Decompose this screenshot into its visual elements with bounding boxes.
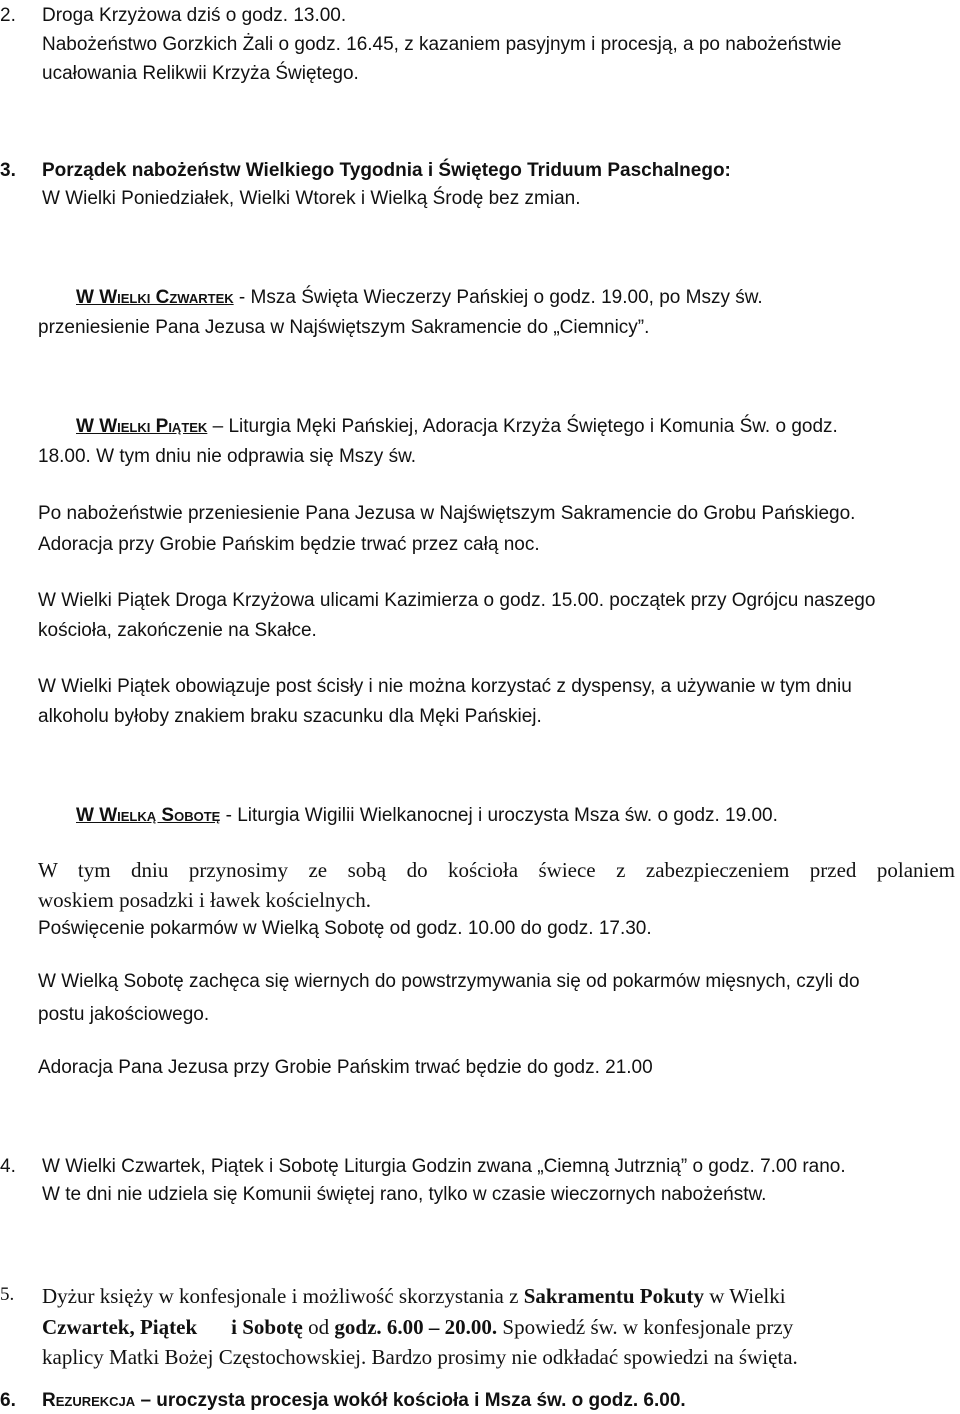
friday-para-3-line-2: kościoła, zakończenie na Skałce. — [38, 620, 317, 641]
item-2-line-1: Droga Krzyżowa dziś o godz. 13.00. — [42, 5, 347, 26]
friday-para-2-line-1: Po nabożeństwie przeniesienie Pana Jezusa w Najświętszym Sakramencie do Grobu Pańskiego. — [38, 503, 856, 524]
item-5-text-c: w Wielki — [703, 1284, 786, 1308]
friday-label: W Wielki Piątek — [76, 416, 208, 437]
item-6-line — [42, 1389, 686, 1413]
item-3-heading: Porządek nabożeństw Wielkiego Tygodnia i Świętego Triduum Paschalnego: — [42, 160, 731, 181]
item-5-number: 5. — [0, 1284, 15, 1305]
item-4-line-1: W Wielki Czwartek, Piątek i Sobotę Liturgia Godzin zwana „Ciemną Jutrznią” o godz. 7.00 rano. — [42, 1156, 846, 1177]
friday-text-1: – Liturgia Męki Pańskiej, Adoracja Krzyża Świętego i Komunia Św. o godz. — [207, 416, 838, 437]
item-2-line-3: ucałowania Relikwii Krzyża Świętego. — [42, 63, 359, 84]
item-5-line-1 — [42, 1283, 786, 1309]
item-5-line-2 — [42, 1314, 793, 1340]
item-2-number: 2. — [0, 5, 16, 26]
item-5-hours: godz. 6.00 – 20.00. — [334, 1315, 498, 1339]
thursday-label: W Wielki Czwartek — [76, 287, 234, 308]
item-2-line-2: Nabożeństwo Gorzkich Żali o godz. 16.45, z kazaniem pasyjnym i procesją, a po nabożeństwie — [42, 34, 842, 55]
item-5-text-a: Dyżur księży w konfesjonale i możliwość skorzystania z — [42, 1284, 524, 1308]
item-4-number: 4. — [0, 1156, 16, 1177]
friday-line-1 — [76, 415, 838, 439]
friday-para-3-line-1: W Wielki Piątek Droga Krzyżowa ulicami Kazimierza o godz. 15.00. początek przy Ogrójcu naszego — [38, 590, 876, 611]
item-5-days: Czwartek, Piątek — [42, 1315, 198, 1339]
thursday-text-1: - Msza Święta Wieczerzy Pańskiej o godz. 19.00, po Mszy św. — [233, 287, 763, 308]
saturday-para-3-line-1: Adoracja Pana Jezusa przy Grobie Pańskim trwać będzie do godz. 21.00 — [38, 1057, 653, 1078]
item-6-text: – uroczysta procesja wokół kościoła i Msza św. o godz. 6.00. — [135, 1390, 686, 1411]
saturday-para-2-line-2: postu jakościowego. — [38, 1004, 210, 1025]
saturday-label: W Wielką Sobotę — [76, 805, 221, 826]
item-5-line-3: kaplicy Matki Bożej Częstochowskiej. Bardzo prosimy nie odkładać spowiedzi na święta. — [42, 1345, 798, 1369]
saturday-serif-line-1: W tym dniu przynosimy ze sobą do kościoła świece z zabezpieczeniem przed polaniem — [38, 858, 955, 882]
saturday-line-3: Poświęcenie pokarmów w Wielką Sobotę od godz. 10.00 do godz. 17.30. — [38, 918, 652, 939]
item-6-number: 6. — [0, 1390, 16, 1411]
saturday-para-2-line-1: W Wielką Sobotę zachęca się wiernych do powstrzymywania się od pokarmów mięsnych, czyli do — [38, 971, 860, 992]
thursday-line-2: przeniesienie Pana Jezusa w Najświętszym Sakramencie do „Ciemnicy”. — [38, 317, 650, 338]
item-5-saturday: i Sobotę — [231, 1315, 303, 1339]
thursday-line-1 — [76, 286, 763, 310]
saturday-serif-line-2: woskiem posadzki i ławek kościelnych. — [38, 888, 372, 912]
item-5-text-od: od — [302, 1315, 335, 1339]
friday-line-2: 18.00. W tym dniu nie odprawia się Mszy św. — [38, 446, 417, 467]
item-6-label: Rezurekcja — [42, 1390, 136, 1411]
saturday-text-1: - Liturgia Wigilii Wielkanocnej i uroczysta Msza św. o godz. 19.00. — [220, 805, 778, 826]
item-3-line-2: W Wielki Poniedziałek, Wielki Wtorek i Wielką Środę bez zmian. — [42, 188, 581, 209]
item-5-sacrament: Sakramentu Pokuty — [523, 1284, 704, 1308]
saturday-line-1 — [76, 804, 778, 828]
item-5-text-e: Spowiedź św. w konfesjonale przy — [497, 1315, 794, 1339]
friday-para-2-line-2: Adoracja przy Grobie Pańskim będzie trwać przez całą noc. — [38, 534, 540, 555]
item-4-line-2: W te dni nie udziela się Komunii świętej rano, tylko w czasie wieczornych nabożeństw. — [42, 1184, 767, 1205]
item-3-number: 3. — [0, 160, 16, 181]
friday-para-4-line-2: alkoholu byłoby znakiem braku szacunku dla Męki Pańskiej. — [38, 706, 542, 727]
friday-para-4-line-1: W Wielki Piątek obowiązuje post ścisły i nie można korzystać z dyspensy, a używanie w tym dniu — [38, 676, 852, 697]
